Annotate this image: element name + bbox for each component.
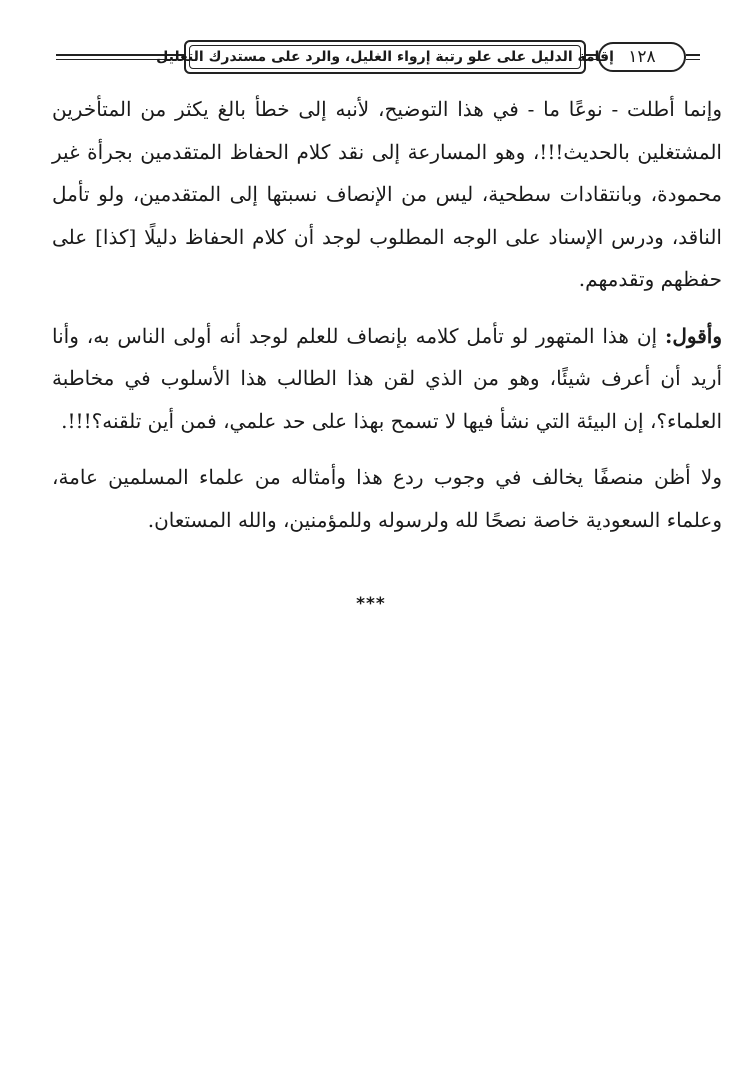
- paragraph-3-text: ولا أظن منصفًا يخالف في وجوب ردع هذا وأمثاله من علماء المسلمين عامة، وعلماء السعودية خاصة نصحًا لله ولرسوله وللمؤمنين، والله المستعان.: [52, 465, 722, 532]
- paragraph-2-lead: وأقول:: [664, 323, 722, 348]
- section-separator: ***: [356, 594, 386, 614]
- running-title: إقامة الدليل على علو رتبة إرواء الغليل، والرد على مستدرك التعليل: [156, 49, 614, 65]
- header-rule-right: [686, 54, 700, 56]
- paragraph-1: [52, 88, 722, 301]
- page-number: ١٢٨: [628, 47, 656, 67]
- paragraph-2-text: إن هذا المتهور لو تأمل كلامه بإنصاف للعلم لوجد أنه أولى الناس به، وأنا أريد أن أعرف شيئًا، وهو من الذي لقن هذا الطالب هذا الأسلوب في مخاطبة العلماء؟، إن البيئة التي نشأ فيها لا تسمح بهذا على حد علمي، فمن أين تلقنه؟!!!.: [52, 323, 722, 433]
- paragraph-1-text: وإنما أطلت - نوعًا ما - في هذا التوضيح، لأنبه إلى خطأ بالغ يكثر من المتأخرين المشتغلين بالحديث!!!، وهو المسارعة إلى نقد كلام الحفاظ المتقدمين بجرأة غير محمودة، وبانتقادات سطحية، ليس من الإنصاف نسبتها إلى المتقدمين، ولو تأمل الناقد، ودرس الإسناد على الوجه المطلوب لوجد أن كلام الحفاظ دليلًا [كذا] على حفظهم وتقدمهم.: [52, 97, 722, 291]
- page-header: [56, 40, 716, 84]
- paragraph-3: [52, 456, 722, 541]
- paragraph-2: [52, 315, 722, 443]
- body-text: [52, 88, 722, 541]
- header-rule-right-thin: [686, 59, 700, 60]
- running-title-frame: [156, 40, 614, 74]
